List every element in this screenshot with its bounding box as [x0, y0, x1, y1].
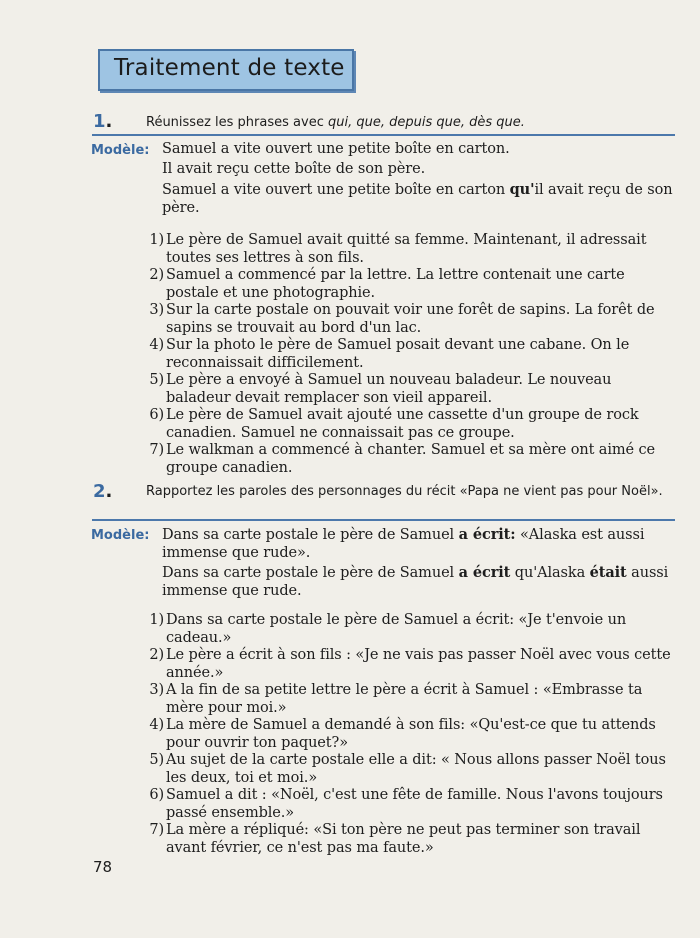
exercise-item — [138, 337, 677, 372]
section-2-model-direct: Dans sa carte postale le père de Samuel a écrit: «Alaska est aussi immense que rude». — [162, 526, 645, 561]
exercise-item-number: 2) — [149, 267, 164, 283]
section-2-instruction: Rapportez les paroles des personnages du récit «Papa ne vient pas pour Noël». — [146, 484, 663, 499]
section-1-model-label: Modèle: — [91, 143, 150, 158]
exercise-item-text: Le père de Samuel avait quitté sa femme. Maintenant, il adressait toutes ses lettres à son fils. — [166, 232, 647, 266]
exercise-item-text: Le walkman a commencé à chanter. Samuel et sa mère ont aimé ce groupe canadien. — [166, 442, 656, 476]
exercise-item-text: Le père a écrit à son fils : «Je ne vais pas passer Noël avec vous cette année.» — [166, 647, 671, 681]
exercise-item-number: 5) — [149, 752, 164, 768]
exercise-item-number: 3) — [149, 302, 164, 318]
exercise-item-number: 1) — [149, 232, 164, 248]
exercise-item-number: 3) — [149, 682, 164, 698]
section-2-model-label: Modèle: — [91, 528, 150, 543]
section-1-model-line-1: Samuel a vite ouvert une petite boîte en carton. — [162, 141, 510, 157]
exercise-item-number: 6) — [149, 787, 164, 803]
exercise-item — [138, 787, 677, 822]
exercise-item-text: Le père a envoyé à Samuel un nouveau baladeur. Le nouveau baladeur devait remplacer son vieil appareil. — [166, 372, 612, 406]
section-2-exercise-list — [138, 612, 677, 857]
exercise-item — [138, 752, 677, 787]
exercise-item — [138, 647, 677, 682]
exercise-item-text: Samuel a commencé par la lettre. La lettre contenait une carte postale et une photographie. — [166, 267, 625, 301]
exercise-item-number: 7) — [149, 442, 164, 458]
section-1-exercise-list — [138, 232, 677, 477]
section-1-number: 1. — [93, 111, 113, 132]
exercise-item-text: Sur la photo le père de Samuel posait devant une cabane. On le reconnaissait difficilement. — [166, 337, 630, 371]
section-2-rule — [92, 519, 675, 521]
exercise-item-text: La mère de Samuel a demandé à son fils: «Qu'est-ce que tu attends pour ouvrir ton paquet?» — [166, 717, 656, 751]
exercise-item — [138, 232, 677, 267]
section-2-number: 2. — [93, 481, 113, 502]
section-1-model-answer: Samuel a vite ouvert une petite boîte en carton qu'il avait reçu de son père. — [162, 181, 673, 216]
exercise-item-text: Sur la carte postale on pouvait voir une forêt de sapins. La forêt de sapins se trouvait au bord d'un lac. — [166, 302, 655, 336]
exercise-item — [138, 682, 677, 717]
exercise-item-number: 1) — [149, 612, 164, 628]
exercise-item — [138, 442, 677, 477]
title-banner — [98, 49, 354, 91]
exercise-item-text: La mère a répliqué: «Si ton père ne peut pas terminer son travail avant février, ce n'est pas ma faute.» — [166, 822, 641, 856]
exercise-item — [138, 302, 677, 337]
page-title: Traitement de texte — [114, 55, 345, 81]
exercise-item — [138, 717, 677, 752]
exercise-item-number: 4) — [149, 717, 164, 733]
exercise-item — [138, 372, 677, 407]
exercise-item-number: 4) — [149, 337, 164, 353]
exercise-item — [138, 407, 677, 442]
exercise-item-text: Dans sa carte postale le père de Samuel a écrit: «Je t'envoie un cadeau.» — [166, 612, 627, 646]
section-1-model-line-2: Il avait reçu cette boîte de son père. — [162, 161, 426, 177]
section-1-instruction: Réunissez les phrases avec qui, que, depuis que, dès que. — [146, 115, 525, 130]
exercise-item-number: 6) — [149, 407, 164, 423]
exercise-item — [138, 822, 677, 857]
page-number: 78 — [93, 858, 113, 876]
exercise-item-text: Au sujet de la carte postale elle a dit: « Nous allons passer Noël tous les deux, toi et moi.» — [166, 752, 666, 786]
section-2-model-reported: Dans sa carte postale le père de Samuel a écrit qu'Alaska était aussi immense que rude. — [162, 564, 669, 599]
section-1-rule — [92, 134, 675, 136]
exercise-item-text: Samuel a dit : «Noël, c'est une fête de famille. Nous l'avons toujours passé ensemble.» — [166, 787, 663, 821]
exercise-item-number: 7) — [149, 822, 164, 838]
exercise-item-text: Le père de Samuel avait ajouté une cassette d'un groupe de rock canadien. Samuel ne connaissait pas ce groupe. — [166, 407, 639, 441]
exercise-item-number: 5) — [149, 372, 164, 388]
exercise-item-number: 2) — [149, 647, 164, 663]
exercise-item — [138, 267, 677, 302]
exercise-item-text: A la fin de sa petite lettre le père a écrit à Samuel : «Embrasse ta mère pour moi.» — [166, 682, 643, 716]
exercise-item — [138, 612, 677, 647]
